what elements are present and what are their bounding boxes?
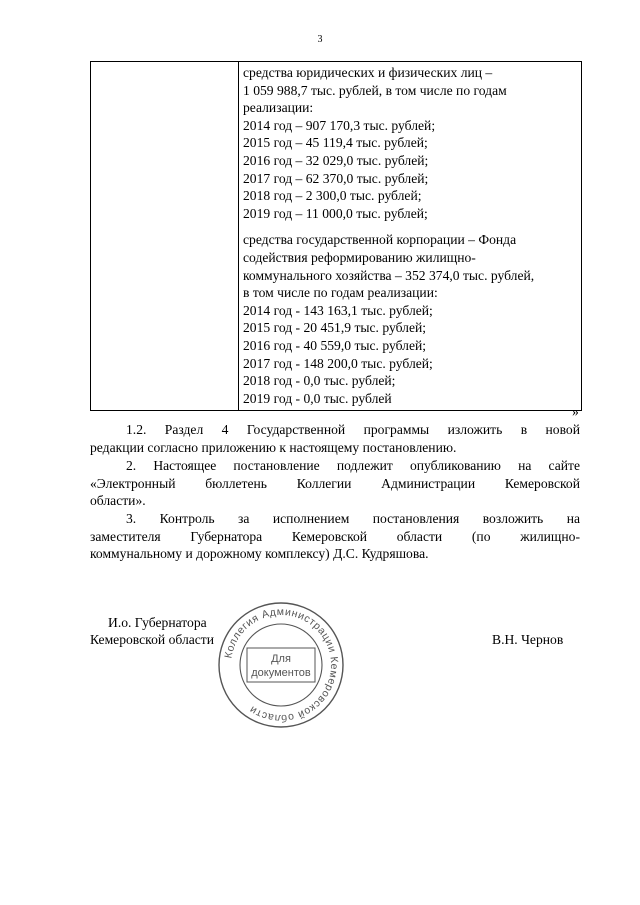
signatory-title-line1: И.о. Губернатора (108, 615, 207, 630)
paragraph-line: редакции согласно приложению к настоящему постановлению. (90, 439, 457, 455)
funding-line: 2014 год – 907 170,3 тыс. рублей; (243, 117, 436, 133)
table-right-cell (239, 62, 582, 411)
paragraph-line: 1.2. Раздел 4 Государственной программы изложить в новой (126, 422, 580, 437)
funding-line: средства государственной корпорации – Фонда (243, 232, 517, 248)
funding-line: средства юридических и физических лиц – (243, 65, 493, 80)
page-number: 3 (317, 34, 323, 45)
stamp-ring-text: Коллегия Администрации Кемеровской области (222, 605, 341, 725)
paragraph-line: области». (90, 493, 146, 509)
funding-line: 2017 год – 62 370,0 тыс. рублей; (243, 170, 429, 186)
stamp-center-line1: Для (271, 653, 291, 665)
paragraph-line: заместителя Губернатора Кемеровской области (по жилищно- (90, 528, 580, 544)
funding-line: 2014 год - 143 163,1 тыс. рублей; (243, 302, 433, 318)
signatory-title-line2: Кемеровской области (90, 632, 215, 647)
signatory-name: В.Н. Чернов (492, 632, 564, 647)
funding-line: коммунального хозяйства – 352 374,0 тыс. рублей, (243, 267, 535, 283)
table-row (91, 62, 582, 411)
funding-line: 2015 год – 45 119,4 тыс. рублей; (243, 135, 428, 151)
paragraph-3 (90, 510, 580, 563)
funding-line: содействия реформированию жилищно- (243, 249, 476, 265)
funding-line: реализации: (243, 100, 314, 116)
funding-table (90, 61, 582, 411)
funding-line: 2017 год - 148 200,0 тыс. рублей; (243, 355, 433, 371)
table-left-cell (91, 62, 239, 411)
funding-line: 2019 год - 0,0 тыс. рублей (243, 390, 392, 406)
legal-entities-funding-block (243, 64, 581, 222)
funding-line: 2018 год - 0,0 тыс. рублей; (243, 373, 396, 389)
funding-line: 2018 год – 2 300,0 тыс. рублей; (243, 188, 422, 204)
paragraph-line: коммунальному и дорожному комплексу) Д.С. Кудряшова. (90, 546, 429, 562)
funding-line: 2016 год - 40 559,0 тыс. рублей; (243, 337, 427, 353)
funding-line: 2015 год - 20 451,9 тыс. рублей; (243, 320, 427, 336)
official-stamp (216, 600, 346, 730)
closing-quote: » (572, 404, 579, 419)
paragraph-line: 3. Контроль за исполнением постановления возложить на (126, 511, 580, 526)
paragraph-2 (90, 457, 580, 510)
paragraph-1-2 (90, 421, 580, 456)
paragraph-line: 2. Настоящее постановление подлежит опубликованию на сайте (126, 458, 580, 473)
funding-line: 2016 год – 32 029,0 тыс. рублей; (243, 152, 429, 168)
housing-fund-funding-block (243, 231, 581, 407)
paragraph-line: «Электронный бюллетень Коллегии Администрации Кемеровской (90, 475, 580, 491)
funding-line: 2019 год – 11 000,0 тыс. рублей; (243, 205, 428, 221)
funding-line: 1 059 988,7 тыс. рублей, в том числе по годам (243, 82, 507, 98)
funding-line: в том числе по годам реализации: (243, 285, 438, 301)
stamp-center-line2: документов (251, 667, 311, 679)
